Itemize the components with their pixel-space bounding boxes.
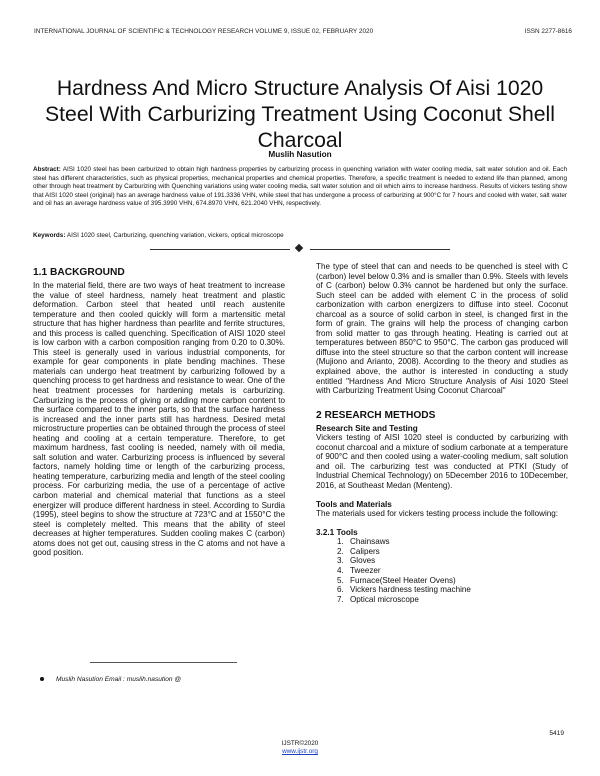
issn-header: ISSN 2277-8616 bbox=[524, 28, 572, 35]
list-item: 5. Furnace(Steel Heater Ovens) bbox=[346, 576, 568, 586]
page-number: 5419 bbox=[549, 730, 564, 737]
divider-line-right bbox=[310, 249, 450, 250]
divider-line-left bbox=[150, 249, 290, 250]
abstract bbox=[33, 166, 567, 209]
left-column bbox=[33, 262, 285, 558]
background-paragraph: In the material field, there are two ways of heat treatment to increase the value of steel hardness, namely heat treatment and plastic deformation. Carbon steel that heated until reach austenite temperature and then cooled quickly will form a martensitic metal structure that has higher hardness than pearlite and ferrite structures, and this process is called quenching. Specification of AISI 1020 steel is low carbon with a carbon composition ranging from 0.20 to 0.30%. This steel is generally used in various industrial components, for example for gear components in plate bending machines. These materials can undergo heat treatment by carburizing followed by a quenching process to get hardness and resistance to wear. One of the heat treatment processes for hardening metals is carburizing. Carburizing is the process of giving or adding more carbon content to the surface compared to the inner parts, so that the surface hardness is increased and the inner parts still has hardness. Desired metal microstructure properties can be obtained through the process of steel heating and cooling at a certain temperature. Therefore, to get maximum hardness, fast cooling is needed, namely with oil media, salt solution and water. Carburizing process is influenced by several factors, namely holding time or length of the carburizing process, heating temperature, carburizing media and length of the steel cooling process. For carburizing media, the use of a percentage of active carbon material and chemical material that functions as a steel energizer will produce different hardness in steel. According to Surdia (1995), steel begins to show the structure at 723°C and at 1550°C the steel is completely melted. This means that the ability of steel decreases at higher temperatures. Sudden cooling makes C (carbon) atoms does not get out, causing stress in the C atoms and not have a good position. bbox=[33, 281, 285, 558]
abstract-label: Abstract: bbox=[33, 166, 61, 173]
research-site-heading: Research Site and Testing bbox=[316, 423, 418, 433]
abstract-text: AISI 1020 steel has been carburized to obtain high hardness properties by carburizing process in quenching variation with water cooling media, salt water solution and oil. Each steel has different characteristics, such as physical properties, mechanical properties and chemical properties. Therefore, a specific treatment is needed to extend life than planned, among other through heat treatment by Carburizing with Quenching variations using water cooling media, salt water solution and oil which aims to increase hardness. Results of vickers testing show that AISI 1020 steel (original) has an average hardness value of 191.3336 VHN, while steel that has undergone a process of carburizing at 900°C for 7 hours and cooled with water, salt water and oil has an average hardness value of 395.3990 VHN, 674.8970 VHN, 621.2040 VHN, respectively. bbox=[33, 166, 567, 207]
keywords bbox=[33, 232, 567, 241]
tools-sub-heading: 3.2.1 Tools bbox=[316, 527, 358, 537]
journal-header: INTERNATIONAL JOURNAL OF SCIENTIFIC & TECHNOLOGY RESEARCH VOLUME 9, ISSUE 02, FEBRUARY 2020 bbox=[34, 28, 374, 35]
bullet-icon bbox=[40, 677, 44, 681]
keywords-label: Keywords: bbox=[33, 232, 66, 239]
publisher-name: IJSTR©2020 bbox=[281, 740, 319, 747]
list-item: 2. Calipers bbox=[346, 547, 568, 557]
author-name: Muslih Nasution bbox=[268, 150, 332, 159]
footnote-text: Muslih Nasution Email : muslih.nasution @ bbox=[56, 676, 182, 683]
paper-title: Hardness And Micro Structure Analysis Of Aisi 1020 Steel With Carburizing Treatment Using Coconut Shell Charcoal bbox=[45, 77, 555, 153]
section-divider bbox=[150, 245, 450, 253]
research-site-text: Vickers testing of AISI 1020 steel is conducted by carburizing with coconut charcoal and a mixture of sodium carbonate at a temperature of 900°C and then cooled using a water-cooling medium, salt solution and oil. The carburizing test was conducted at PTKI (Study of Industrial Chemical Technology) on 5December 2016 to 10December, 2016, at Southeast Medan (Menteng). bbox=[316, 433, 568, 490]
right-column bbox=[316, 262, 568, 604]
author-footnote bbox=[40, 676, 181, 683]
keywords-text: AISI 1020 steel, Carburizing, quenching variation, vickers, optical microscope bbox=[65, 232, 284, 239]
list-item: 7. Optical microscope bbox=[346, 595, 568, 605]
list-item: 6. Vickers hardness testing machine bbox=[346, 585, 568, 595]
footnote-rule bbox=[90, 662, 237, 663]
diamond-icon bbox=[295, 244, 303, 252]
list-item: 1. Chainsaws bbox=[346, 537, 568, 547]
list-item: 4. Tweezer bbox=[346, 566, 568, 576]
right-intro-paragraph: The type of steel that can and needs to be quenched is steel with C (carbon) level below 0.3% and is smaller than 0.9%. Steels with levels of C (carbon) below 0.3% cannot be hardened but only the surface. Such steel can be added with element C in the process of solid carbonization with carbon energizers to diffuse into steel. Coconut charcoal as a source of solid carbon in steel, is changed first in the form of grain. The grains will help the process of changing carbon from solid matter to gas through heating. Heating is carried out at temperatures between 850°C to 950°C. The carbon gas produced will diffuse into the steel structure so that the carbon content will increase (Mujiono and Arianto, 2008). According to the theory and studies as explained above, the author is interested in conducting a study entitled "Hardness And Micro Structure Analysis of Aisi 1020 Steel with Carburizing Treatment Using Coconut Charcoal" bbox=[316, 262, 568, 396]
research-methods-heading: 2 RESEARCH METHODS bbox=[316, 409, 436, 421]
background-heading: 1.1 BACKGROUND bbox=[33, 267, 125, 278]
tools-materials-heading: Tools and Materials bbox=[316, 499, 392, 509]
publisher-footer bbox=[0, 740, 600, 756]
list-item: 3. Gloves bbox=[346, 556, 568, 566]
journal-url-link[interactable]: www.ijstr.org bbox=[282, 748, 318, 755]
tools-intro-text: The materials used for vickers testing process include the following: bbox=[316, 509, 559, 519]
tools-list bbox=[316, 537, 568, 604]
